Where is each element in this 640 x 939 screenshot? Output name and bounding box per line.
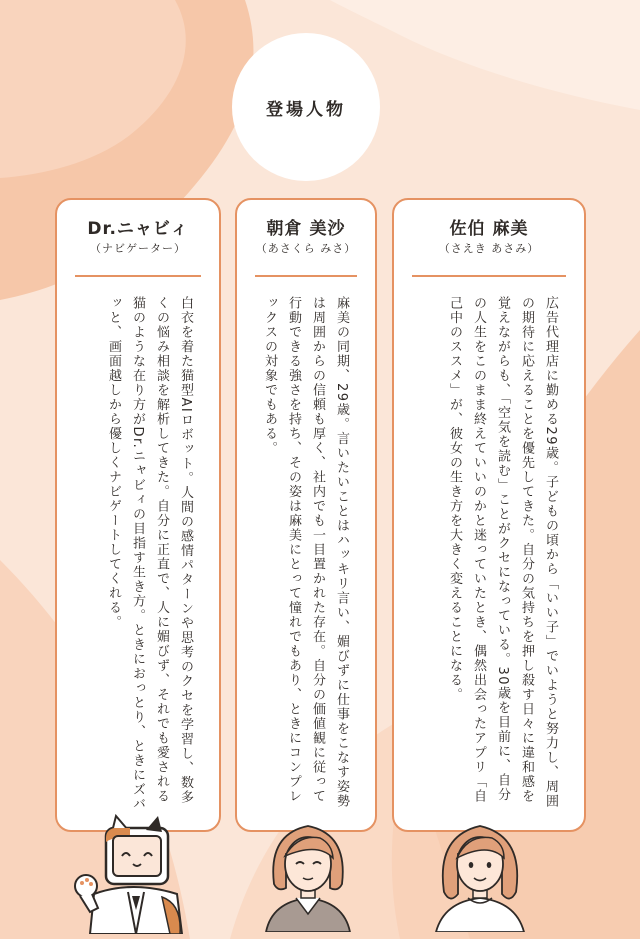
character-description: 白衣を着た猫型AIロボット。人間の感情パターンや思考のクセを学習し、数多くの悩み相談を解析してきた。自分に正直で、人に媚びず、それでも愛される猫のような在り方がDr.ニャビィの目指す生き方。ときにおっとり、ときにズバッと、画面越しから優しくナビゲートしてくれる。 — [106, 296, 193, 812]
character-name: 佐伯 麻美 — [449, 219, 529, 239]
character-card-dr-nyabi — [55, 198, 221, 832]
woman-long-hair-icon — [426, 812, 534, 932]
title-circle — [232, 33, 380, 181]
character-reading: （さえき あさみ） — [438, 242, 540, 255]
card-divider — [255, 275, 357, 277]
card-divider — [412, 275, 566, 277]
character-description: 広告代理店に勤める29歳。子どもの頃から「いい子」でいようと努力し、周囲の期待に応えることを優先してきた。自分の気持ちを押し殺す日々に違和感を覚えながらも、「空気を読む」ことがクセになっている。30歳を目前に、自分の人生をこのまま終えていいのかと迷っていたとき、偶然出会ったアプリ「自己中のススメ」が、彼女の生き方を大きく変えることになる。 — [447, 296, 558, 809]
character-card-saeki-asami — [392, 198, 586, 832]
page-title: 登場人物 — [266, 99, 346, 120]
character-name: 朝倉 美沙 — [266, 219, 346, 239]
character-name: Dr.ニャビィ — [87, 219, 189, 239]
character-reading: （ナビゲーター） — [90, 242, 186, 255]
character-reading: （あさくら みさ） — [255, 242, 357, 255]
woman-short-hair-icon — [258, 814, 358, 932]
robot-cat-icon — [72, 812, 202, 934]
character-card-asakura-misa — [235, 198, 377, 832]
character-description: 麻美の同期、29歳。言いたいことはハッキリ言い、媚びずに仕事をこなす姿勢は周囲からの信頼も厚く、社内でも一目置かれた存在。自分の価値観に従って行動できる強さを持ち、その姿は麻美にとって憧れでもあり、ときにコンプレックスの対象でもある。 — [262, 296, 349, 809]
card-divider — [75, 275, 201, 277]
